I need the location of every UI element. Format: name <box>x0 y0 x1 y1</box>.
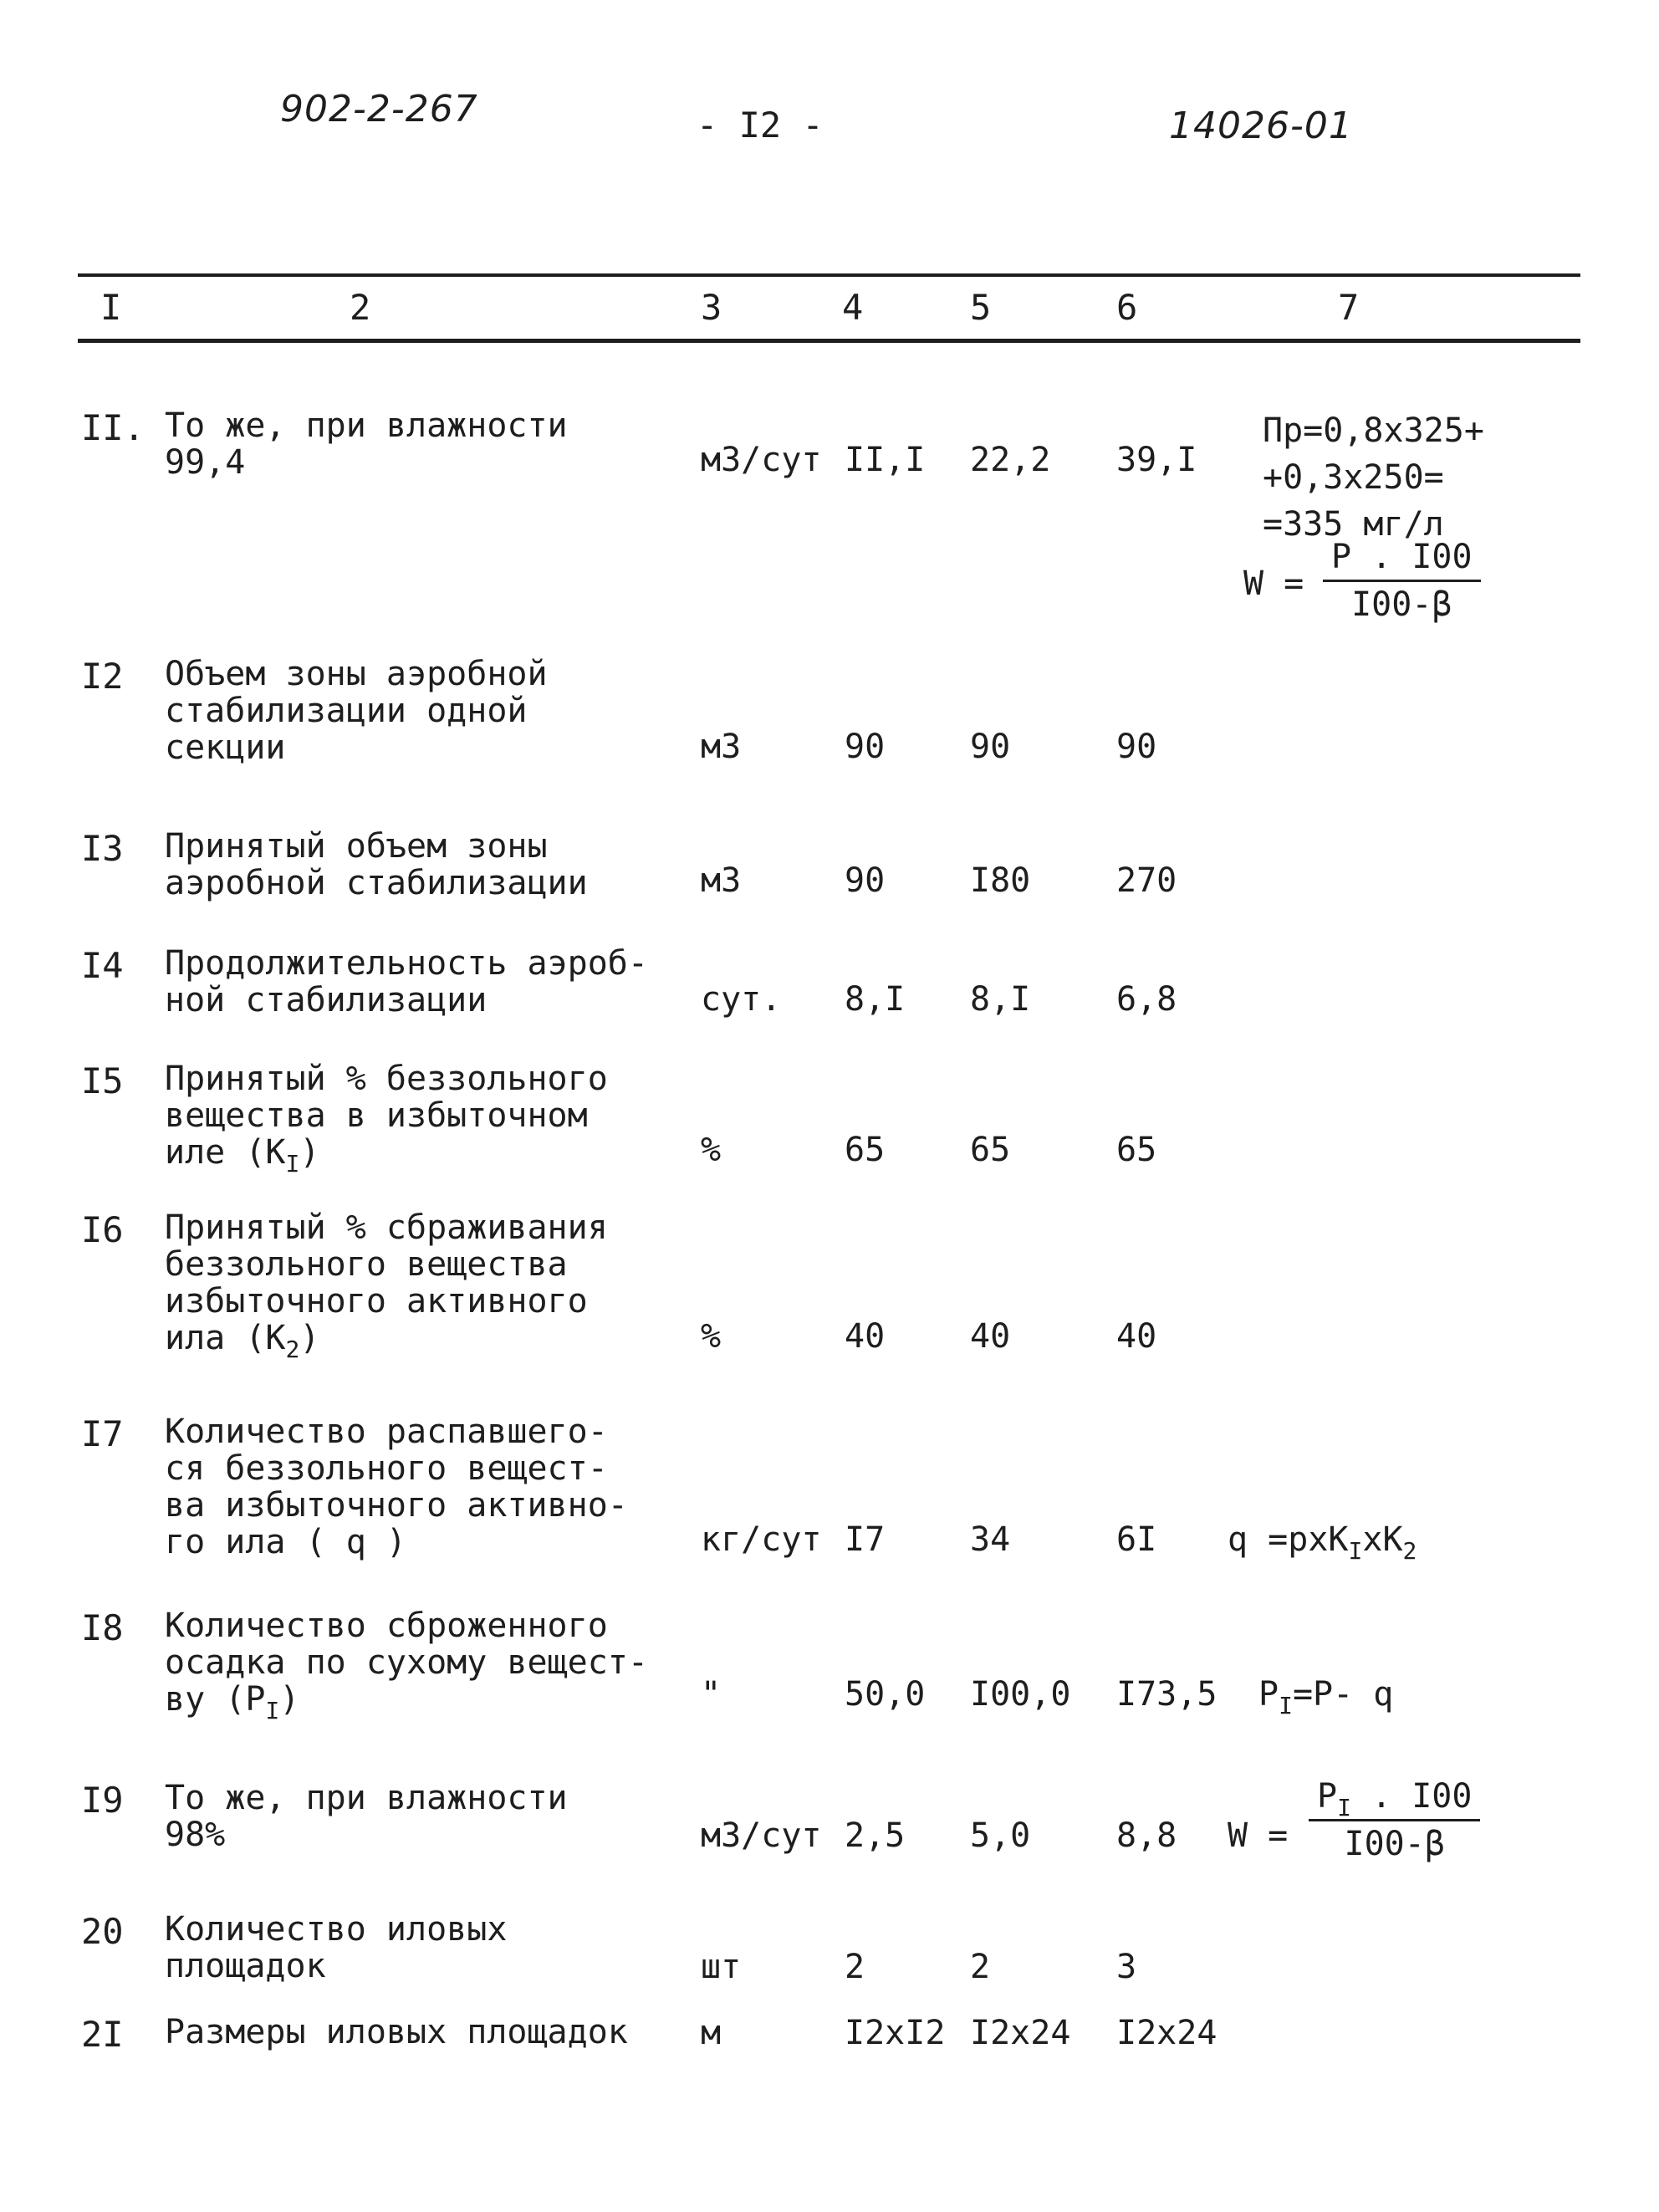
column-header-7: 7 <box>1338 287 1360 328</box>
row-description: Принятый % беззольного вещества в избыточном иле $(K_I)$ <box>165 1060 608 1178</box>
row-unit: " <box>701 1675 722 1714</box>
row-value-6: 65 <box>1116 1131 1157 1169</box>
row-description: То же, при влажности 99,4 <box>165 406 568 482</box>
row-value-4: I2xI2 <box>845 2014 946 2052</box>
row-number: II. <box>81 407 145 448</box>
row-value-5: 90 <box>970 728 1011 766</box>
row-number: I2 <box>81 656 124 697</box>
row-value-6: 6,8 <box>1116 980 1177 1019</box>
column-header-4: 4 <box>842 287 864 328</box>
row-description: Количество иловых площадок <box>165 1910 508 1985</box>
row-value-6: 6I <box>1116 1520 1157 1559</box>
row-value-4: 90 <box>845 728 886 766</box>
row-formula-prefix: W = <box>1228 1816 1289 1855</box>
row-unit: м3/сут <box>701 441 822 479</box>
row-formula: Пр=0,8х325+ +0,3х250= =335 мг/л <box>1263 411 1484 544</box>
row-formula: $q =pxK_IxK_2$ <box>1228 1520 1417 1565</box>
document-code: 902-2-267 <box>280 88 478 130</box>
row-value-5: 22,2 <box>970 441 1051 479</box>
row-value-6: 90 <box>1116 728 1157 766</box>
row-formula-fraction: $\frac{P . I00}{I00-\beta}$ <box>1323 538 1481 624</box>
row-unit: сут. <box>701 980 782 1019</box>
row-formula: $P_I=P-$ q <box>1258 1675 1394 1719</box>
row-value-6: 3 <box>1116 1948 1137 1986</box>
row-unit: м3/сут <box>701 1816 822 1855</box>
column-header-6: 6 <box>1116 287 1138 328</box>
column-header-2: 2 <box>350 287 371 328</box>
archive-code: 14026-01 <box>1169 105 1353 147</box>
row-value-6: 40 <box>1116 1317 1157 1356</box>
row-value-4: I7 <box>845 1520 886 1559</box>
row-number: I6 <box>81 1209 124 1250</box>
row-value-5: 8,I <box>970 980 1031 1019</box>
row-number: I7 <box>81 1413 124 1454</box>
row-unit: % <box>701 1131 722 1169</box>
column-header-3: 3 <box>701 287 722 328</box>
row-description: То же, при влажности 98% <box>165 1779 568 1854</box>
row-description: Объем зоны аэробной стабилизации одной секции <box>165 655 548 767</box>
table-top-rule <box>78 273 1580 277</box>
row-value-4: 2 <box>845 1948 865 1986</box>
row-value-4: 50,0 <box>845 1675 926 1714</box>
row-value-4: 65 <box>845 1131 886 1169</box>
row-description: Количество сброженного осадка по сухому вещест- ву $(P_I)$ <box>165 1607 648 1724</box>
row-value-5: 40 <box>970 1317 1011 1356</box>
row-number: I3 <box>81 828 124 869</box>
row-description: Принятый % сбраживания беззольного вещества избыточного активного ила $(K_2)$ <box>165 1208 608 1363</box>
row-unit: м3 <box>701 861 742 900</box>
row-unit: кг/сут <box>701 1520 822 1559</box>
row-value-6: 8,8 <box>1116 1816 1177 1855</box>
row-unit: шт <box>701 1948 742 1986</box>
row-value-6: 270 <box>1116 861 1177 900</box>
table-header-rule <box>78 339 1580 343</box>
row-number: I5 <box>81 1060 124 1101</box>
row-value-5: 65 <box>970 1131 1011 1169</box>
row-number: 2I <box>81 2014 124 2055</box>
row-description: Продолжительность аэроб- ной стабилизации <box>165 944 648 1019</box>
row-unit: м3 <box>701 728 742 766</box>
column-header-1: I <box>100 287 122 328</box>
row-formula-fraction: $\frac{P_I . I00}{I00-\beta}$ <box>1309 1777 1480 1863</box>
row-number: I4 <box>81 945 124 986</box>
row-formula-prefix: W = <box>1243 564 1304 603</box>
page-number: - I2 - <box>697 105 824 146</box>
row-description: Принятый объем зоны аэробной стабилизации <box>165 827 588 902</box>
row-value-4: 40 <box>845 1317 886 1356</box>
row-number: I9 <box>81 1780 124 1821</box>
row-value-5: 5,0 <box>970 1816 1031 1855</box>
row-value-5: I00,0 <box>970 1675 1071 1714</box>
row-number: I8 <box>81 1607 124 1648</box>
row-value-4: II,I <box>845 441 926 479</box>
row-value-4: 8,I <box>845 980 906 1019</box>
row-value-5: I2x24 <box>970 2014 1071 2052</box>
row-description: Количество распавшего- ся беззольного вещест- ва избыточного активно- го ила ( q ) <box>165 1413 628 1561</box>
row-value-6: I2x24 <box>1116 2014 1217 2052</box>
row-value-5: I80 <box>970 861 1031 900</box>
row-value-5: 34 <box>970 1520 1011 1559</box>
row-value-5: 2 <box>970 1948 991 1986</box>
row-unit: % <box>701 1317 722 1356</box>
row-value-6: I73,5 <box>1116 1675 1217 1714</box>
row-number: 20 <box>81 1911 124 1952</box>
row-value-4: 2,5 <box>845 1816 906 1855</box>
row-value-4: 90 <box>845 861 886 900</box>
row-description: Размеры иловых площадок <box>165 2013 628 2051</box>
row-unit: м <box>701 2014 722 2052</box>
row-value-6: 39,I <box>1116 441 1197 479</box>
column-header-5: 5 <box>970 287 992 328</box>
